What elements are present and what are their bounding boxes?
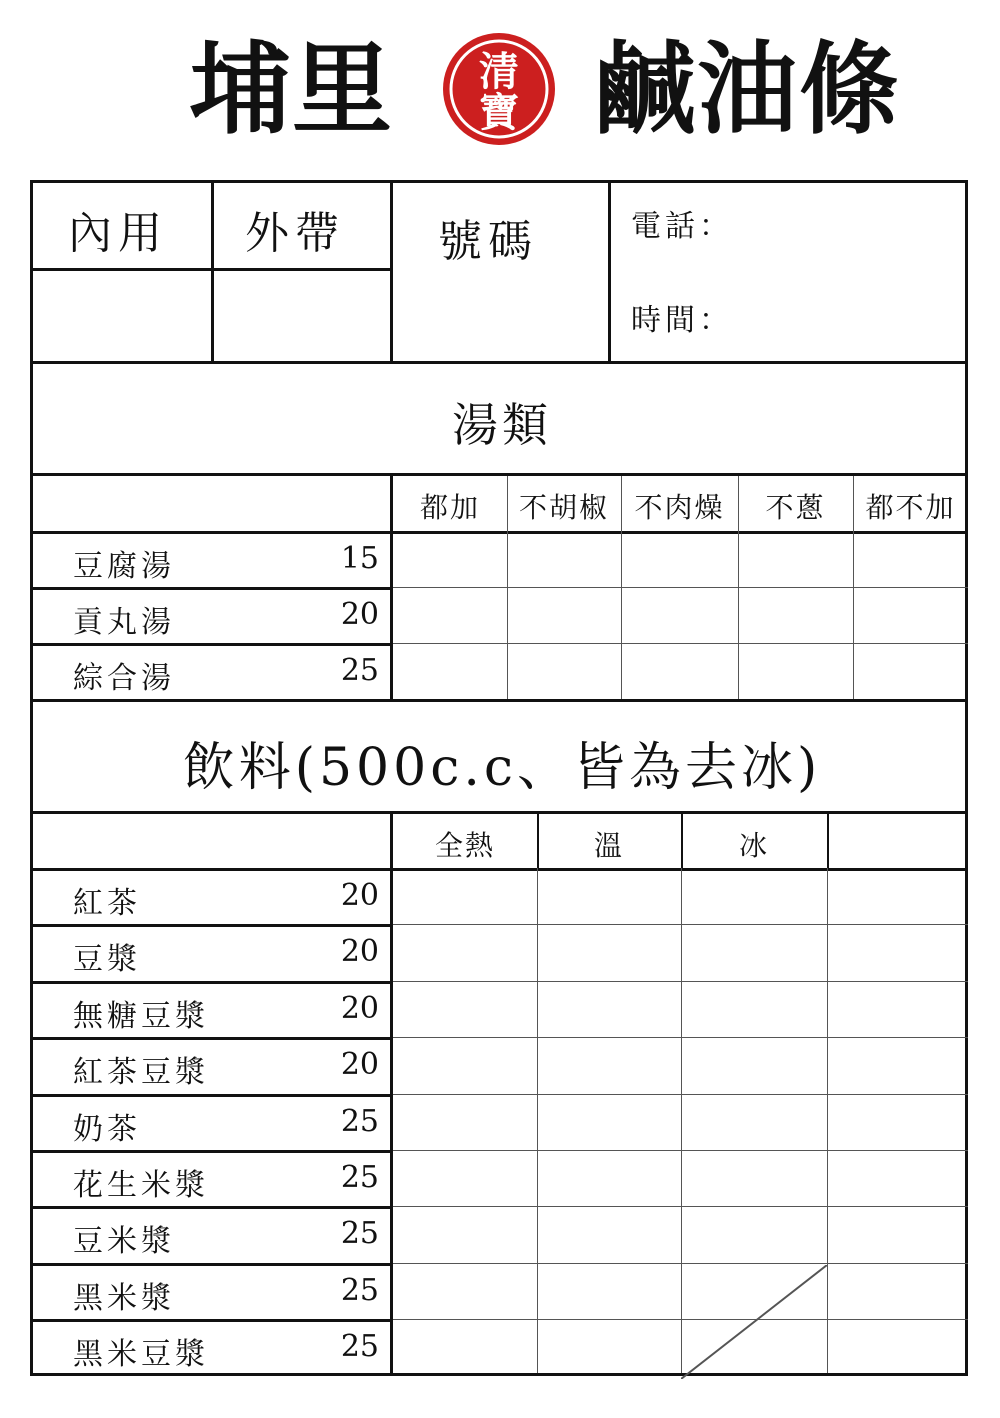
drink-item-price: 25 xyxy=(340,1160,379,1195)
soup-choice-cell[interactable] xyxy=(854,645,967,697)
soup-item-price: 25 xyxy=(340,653,379,688)
soup-option-0: 都加 xyxy=(419,491,480,524)
soup-choice-cell[interactable] xyxy=(508,589,620,641)
drink-option-1: 溫 xyxy=(593,829,624,862)
soup-choice-cell[interactable] xyxy=(854,589,967,641)
order-number-field[interactable] xyxy=(393,273,608,358)
shop-name-left: 埔里 xyxy=(190,31,394,148)
drink-choice-cell[interactable] xyxy=(682,926,826,978)
drink-choice-cell[interactable] xyxy=(828,1096,967,1148)
soup-choice-cell[interactable] xyxy=(739,589,852,641)
drink-item-name: 豆漿 xyxy=(73,942,141,978)
seal-logo xyxy=(440,30,558,148)
drink-choice-cell[interactable] xyxy=(394,926,536,978)
drink-choice-cell[interactable] xyxy=(682,1265,826,1317)
order-number-label: 號碼 xyxy=(438,216,538,267)
drink-choice-cell[interactable] xyxy=(394,983,536,1035)
drink-item-name: 豆米漿 xyxy=(73,1224,175,1260)
soup-option-1: 不胡椒 xyxy=(518,491,609,524)
soup-choice-cell[interactable] xyxy=(394,533,506,585)
drinks-title: 飲料(500c.c、皆為去冰) xyxy=(182,738,822,798)
drink-item-price: 25 xyxy=(340,1103,379,1139)
drink-choice-cell[interactable] xyxy=(538,1208,680,1260)
drink-choice-cell[interactable] xyxy=(682,983,826,1035)
soup-choice-cell[interactable] xyxy=(622,645,737,697)
drink-item-name: 奶茶 xyxy=(73,1111,141,1147)
drink-item-price: 25 xyxy=(340,1272,379,1308)
drink-choice-cell[interactable] xyxy=(394,1039,536,1091)
soup-item-name: 豆腐湯 xyxy=(73,549,175,584)
soup-item-name: 貢丸湯 xyxy=(73,605,175,640)
drink-choice-cell[interactable] xyxy=(682,1096,826,1148)
drink-option-2: 冰 xyxy=(738,829,769,862)
soup-choice-cell[interactable] xyxy=(739,533,852,585)
soup-choice-cell[interactable] xyxy=(394,589,506,641)
shop-name-right: 鹹油條 xyxy=(595,31,901,148)
drink-choice-cell[interactable] xyxy=(682,1321,826,1373)
drink-item-name: 紅茶 xyxy=(73,886,141,921)
dine-in-checkbox[interactable] xyxy=(33,271,211,361)
takeout-checkbox[interactable] xyxy=(214,271,390,361)
drink-choice-cell[interactable] xyxy=(394,1321,536,1373)
drink-choice-cell[interactable] xyxy=(682,1208,826,1260)
drink-choice-cell[interactable] xyxy=(828,1321,967,1373)
drink-choice-cell[interactable] xyxy=(828,1039,967,1091)
dine-in-label: 內用 xyxy=(68,208,168,259)
soup-option-2: 不肉燥 xyxy=(634,491,725,524)
drink-choice-cell[interactable] xyxy=(828,870,967,922)
drink-item-name: 花生米漿 xyxy=(73,1168,209,1203)
drink-choice-cell[interactable] xyxy=(538,1152,680,1204)
soup-choice-cell[interactable] xyxy=(394,645,506,697)
soup-choice-cell[interactable] xyxy=(622,589,737,641)
drink-item-name: 無糖豆漿 xyxy=(73,998,209,1034)
soup-choice-cell[interactable] xyxy=(508,533,620,585)
drink-choice-cell[interactable] xyxy=(394,1152,536,1204)
time-label: 時間： xyxy=(631,303,733,338)
drink-item-name: 黑米漿 xyxy=(73,1280,175,1316)
drink-item-name: 黑米豆漿 xyxy=(73,1337,209,1373)
soup-item-name: 綜合湯 xyxy=(73,661,175,696)
drink-item-price: 20 xyxy=(340,990,379,1026)
drink-item-name: 紅茶豆漿 xyxy=(73,1055,209,1091)
drink-choice-cell[interactable] xyxy=(538,1096,680,1148)
drink-choice-cell[interactable] xyxy=(538,983,680,1035)
soup-choice-cell[interactable] xyxy=(739,645,852,697)
soup-option-4: 都不加 xyxy=(865,491,956,524)
drink-choice-cell[interactable] xyxy=(538,1321,680,1373)
soup-item-price: 20 xyxy=(340,597,379,632)
drink-choice-cell[interactable] xyxy=(682,870,826,922)
drink-choice-cell[interactable] xyxy=(828,1208,967,1260)
order-form xyxy=(30,180,968,1376)
drink-choice-cell[interactable] xyxy=(828,983,967,1035)
soup-choice-cell[interactable] xyxy=(622,533,737,585)
drink-choice-cell[interactable] xyxy=(538,870,680,922)
drink-choice-cell[interactable] xyxy=(394,1208,536,1260)
drink-option-0: 全熱 xyxy=(434,829,495,862)
soup-option-3: 不蔥 xyxy=(765,491,826,524)
drink-choice-cell[interactable] xyxy=(828,926,967,978)
drink-choice-cell[interactable] xyxy=(828,1265,967,1317)
drink-choice-cell[interactable] xyxy=(828,1152,967,1204)
drink-item-price: 20 xyxy=(340,878,379,913)
drink-item-price: 25 xyxy=(340,1216,379,1252)
drink-choice-cell[interactable] xyxy=(538,926,680,978)
drink-choice-cell[interactable] xyxy=(538,1039,680,1091)
drink-choice-cell[interactable] xyxy=(394,1265,536,1317)
svg-text:清: 清 xyxy=(479,48,519,95)
soups-title: 湯類 xyxy=(452,398,552,452)
drink-choice-cell[interactable] xyxy=(682,1152,826,1204)
drink-item-price: 25 xyxy=(340,1329,379,1365)
takeout-label: 外帶 xyxy=(245,208,345,259)
drink-choice-cell[interactable] xyxy=(538,1265,680,1317)
svg-text:寶: 寶 xyxy=(479,89,519,136)
soup-choice-cell[interactable] xyxy=(854,533,967,585)
drink-choice-cell[interactable] xyxy=(394,1096,536,1148)
drink-choice-cell[interactable] xyxy=(682,1039,826,1091)
soup-item-price: 15 xyxy=(340,541,379,576)
drink-choice-cell[interactable] xyxy=(394,870,536,922)
drink-item-price: 20 xyxy=(340,934,379,970)
soup-choice-cell[interactable] xyxy=(508,645,620,697)
drink-item-price: 20 xyxy=(340,1047,379,1083)
phone-label: 電話： xyxy=(631,209,733,244)
